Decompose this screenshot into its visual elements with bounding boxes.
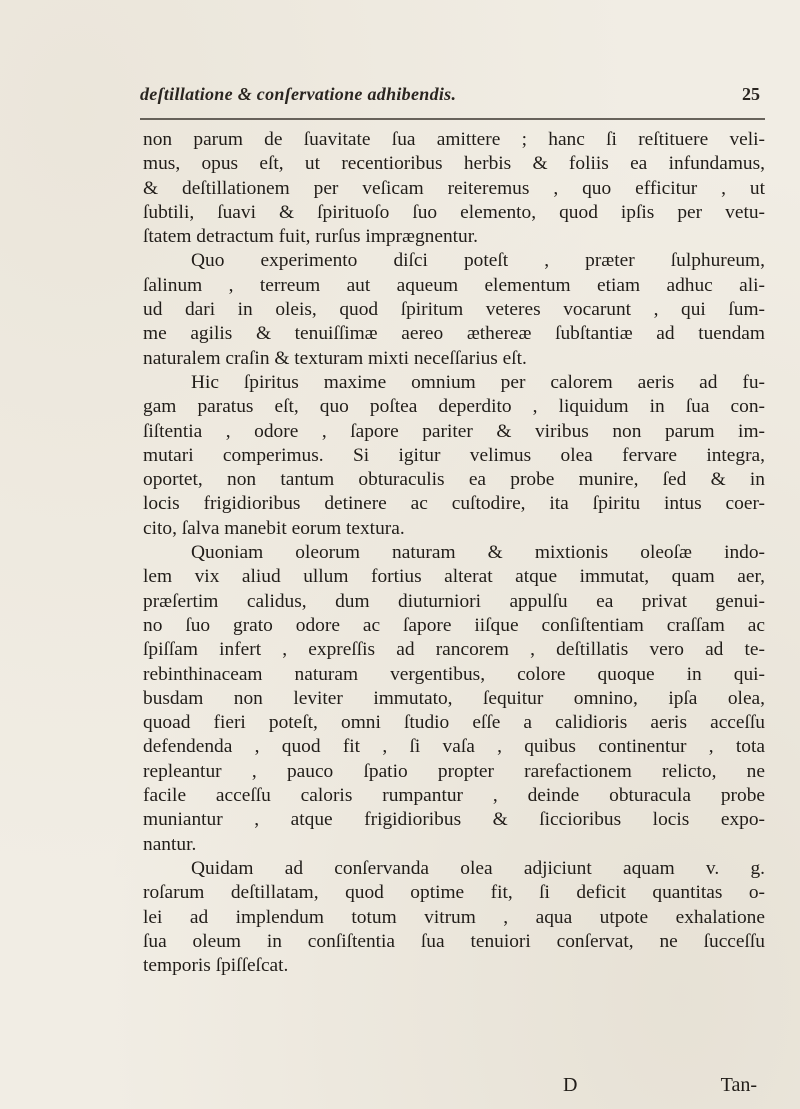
text-line: no ſuo grato odore ac ſapore iiſque conſiſtentiam craſſam ac (143, 614, 765, 636)
text-line: Quoniam oleorum naturam & mixtionis oleoſæ indo- (191, 542, 765, 564)
text-line: oportet, non tantum obturaculis ea probe munire, ſed & in (143, 469, 765, 491)
text-line: me agilis & tenuiſſimæ aereo æthereæ ſubſtantiæ ad tuendam (143, 323, 765, 345)
text-line: mutari comperimus. Si igitur velimus olea fervare integra, (143, 444, 765, 466)
text-line: ſubtili, ſuavi & ſpirituoſo ſuo elemento, quod ipſis per vetu- (143, 201, 765, 223)
body-text (143, 128, 765, 978)
text-line: facile acceſſu caloris rumpantur , deinde obturacula probe (143, 785, 765, 807)
text-line: ud dari in oleis, quod ſpiritum veteres vocarunt , qui ſum- (143, 299, 765, 321)
text-line: ſua oleum in conſiſtentia ſua tenuiori conſervat, ne ſucceſſu (143, 930, 765, 952)
text-line: lei ad implendum totum vitrum , aqua utpote exhalatione (143, 906, 765, 928)
text-line: Hic ſpiritus maxime omnium per calorem aeris ad fu- (191, 371, 765, 393)
text-line: defendenda , quod fit , ſi vaſa , quibus continentur , tota (143, 736, 765, 758)
page-number: 25 (742, 84, 760, 104)
running-title: deſtillatione & conſervatione adhibendis. (140, 84, 457, 104)
text-line: cito, ſalva manebit eorum textura. (143, 517, 405, 539)
text-line: Quo experimento diſci poteſt , præter ſulphureum, (191, 250, 765, 272)
text-line: non parum de ſuavitate ſua amittere ; hanc ſi reſtituere veli- (143, 129, 765, 150)
text-line: & deſtillationem per veſicam reiteremus , quo efficitur , ut (143, 177, 765, 199)
text-line: mus, opus eſt, ut recentioribus herbis & foliis ea infundamus, (143, 153, 765, 175)
text-line: locis frigidioribus detinere ac cuſtodire, ita ſpiritu intus coer- (143, 493, 765, 515)
text-line: temporis ſpiſſeſcat. (143, 955, 289, 977)
signature-mark: D (563, 1074, 578, 1096)
text-line: ſtatem detractum fuit, rurſus imprægnentur. (143, 226, 478, 248)
page-header (140, 84, 760, 114)
text-line: lem vix aliud ullum fortius alterat atque immutat, quam aer, (143, 566, 765, 588)
text-line: muniantur , atque frigidioribus & ſiccioribus locis expo- (143, 809, 765, 831)
text-line: nantur. (143, 833, 197, 855)
text-line: ſiſtentia , odore , ſapore pariter & viribus non parum im- (143, 420, 765, 442)
text-line: præſertim calidus, dum diuturniori appulſu ea privat genui- (143, 590, 765, 612)
text-line: quoad fieri poteſt, omni ſtudio eſſe a calidioris aeris acceſſu (143, 712, 765, 734)
text-line: gam paratus eſt, quo poſtea deperdito , liquidum in ſua con- (143, 396, 765, 418)
text-line: roſarum deſtillatam, quod optime fit, ſi deficit quantitas o- (143, 882, 765, 904)
text-line: rebinthinaceam naturam vergentibus, colore quoque in qui- (143, 663, 765, 685)
catchword: Tan- (720, 1074, 757, 1096)
header-rule (140, 118, 765, 120)
text-line: ſalinum , terreum aut aqueum elementum etiam adhuc ali- (143, 274, 765, 296)
page-footer (143, 1074, 765, 1100)
text-line: repleantur , pauco ſpatio propter rarefactionem relicto, ne (143, 760, 765, 782)
text-line: Quidam ad conſervanda olea adjiciunt aquam v. g. (191, 857, 765, 879)
text-line: ſpiſſam infert , expreſſis ad rancorem , deſtillatis vero ad te- (143, 639, 765, 661)
text-line: busdam non leviter immutato, ſequitur omnino, ipſa olea, (143, 687, 765, 709)
text-line: naturalem craſin & texturam mixti neceſſarius eſt. (143, 347, 527, 369)
